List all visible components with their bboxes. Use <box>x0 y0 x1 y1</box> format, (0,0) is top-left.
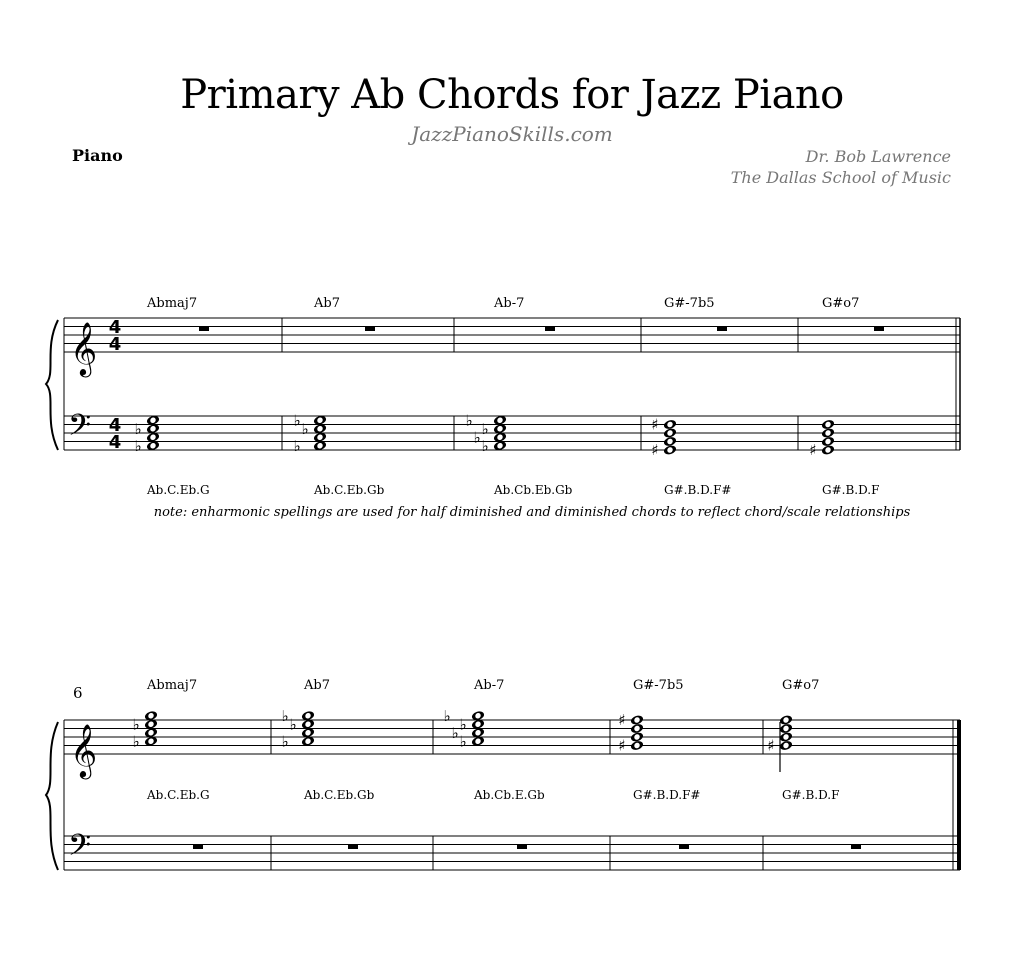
chord-symbol: Ab7 <box>314 296 340 311</box>
sharp-icon: ♯ <box>809 441 817 459</box>
measure-9 <box>618 678 700 849</box>
flat-icon: ♭ <box>465 411 473 430</box>
chord-symbol: Abmaj7 <box>147 678 198 693</box>
time-sig-numerator: 4 <box>108 317 122 338</box>
whole-rest-icon <box>851 845 861 850</box>
whole-note <box>779 723 793 735</box>
flat-icon: ♭ <box>134 436 142 455</box>
flat-icon: ♭ <box>293 436 301 455</box>
time-sig-denominator: 4 <box>108 334 122 355</box>
whole-rest-icon <box>365 327 375 332</box>
footnote: note: enharmonic spellings are used for half diminished and diminished chords to reflect chord/scale relationships <box>153 505 911 520</box>
whole-note <box>630 723 644 735</box>
whole-note <box>821 436 835 448</box>
sharp-icon: ♯ <box>651 415 659 434</box>
whole-rest-icon <box>193 845 203 850</box>
whole-rest-icon <box>517 845 527 850</box>
page-subtitle: JazzPianoSkills.com <box>411 122 613 146</box>
flat-icon: ♭ <box>443 706 451 725</box>
flat-icon: ♭ <box>451 723 459 742</box>
whole-note <box>821 427 835 439</box>
whole-note <box>663 419 677 431</box>
final-barline <box>957 720 961 870</box>
chord <box>651 416 677 460</box>
whole-rest-icon <box>717 327 727 332</box>
flat-icon: ♭ <box>301 419 309 438</box>
flat-icon: ♭ <box>459 715 467 734</box>
whole-note <box>663 427 677 439</box>
flat-icon: ♭ <box>481 419 489 438</box>
whole-note <box>779 714 793 726</box>
sharp-icon: ♯ <box>618 736 626 755</box>
chord-spelling: G#.B.D.F# <box>633 788 701 802</box>
whole-rest-icon <box>545 327 555 332</box>
flat-icon: ♭ <box>459 732 467 751</box>
flat-icon: ♭ <box>289 715 297 734</box>
chord-symbol: Abmaj7 <box>147 296 198 311</box>
chord-spelling: G#.B.D.F <box>782 788 840 802</box>
chord-symbol: Ab-7 <box>494 296 525 311</box>
whole-rest-icon <box>348 845 358 850</box>
flat-icon: ♭ <box>134 419 142 438</box>
whole-rest-icon <box>874 327 884 332</box>
time-sig-denominator: 4 <box>108 432 122 453</box>
time-sig-numerator: 4 <box>108 415 122 436</box>
flat-icon: ♭ <box>481 436 489 455</box>
time-signature <box>109 415 122 453</box>
chord-spelling: Ab.C.Eb.Gb <box>304 788 375 802</box>
system-1 <box>46 296 960 520</box>
bass-clef-icon: 𝄢 <box>68 409 92 450</box>
whole-note <box>663 444 677 456</box>
chord-spelling: Ab.C.Eb.Gb <box>314 483 385 497</box>
page-title: Primary Ab Chords for Jazz Piano <box>180 72 844 118</box>
chord-symbol: G#-7b5 <box>664 296 715 311</box>
measure-8 <box>443 678 545 849</box>
chord-symbol: Ab-7 <box>474 678 505 693</box>
whole-note <box>821 444 835 456</box>
chord-symbol: G#o7 <box>782 678 820 693</box>
bass-staff <box>64 829 960 870</box>
chord-spelling: G#.B.D.F <box>822 483 880 497</box>
system-2 <box>46 678 961 870</box>
treble-staff <box>64 318 960 377</box>
flat-icon: ♭ <box>281 732 289 751</box>
chord <box>618 711 644 755</box>
measure-10 <box>767 678 861 849</box>
chord-spelling: G#.B.D.F# <box>664 483 732 497</box>
chord <box>134 414 160 454</box>
chord-symbol: G#-7b5 <box>633 678 684 693</box>
chord <box>132 710 158 750</box>
treble-clef-icon: 𝄞 <box>70 321 98 375</box>
treble-clef-icon: 𝄞 <box>70 723 98 777</box>
chord-spelling: Ab.C.Eb.G <box>147 483 210 497</box>
treble-staff <box>64 720 960 779</box>
measure-number: 6 <box>73 684 83 702</box>
whole-note <box>630 714 644 726</box>
chord-spelling: Ab.C.Eb.G <box>147 788 210 802</box>
chord-spelling: Ab.Cb.Eb.Gb <box>494 483 573 497</box>
composer-name: Dr. Bob Lawrence <box>805 147 951 166</box>
whole-note <box>630 740 644 752</box>
whole-rest-icon <box>199 327 209 332</box>
chord-spelling: Ab.Cb.E.Gb <box>474 788 545 802</box>
chord-symbol: G#o7 <box>822 296 860 311</box>
measure-6 <box>132 678 209 849</box>
brace-icon <box>46 320 58 450</box>
flat-icon: ♭ <box>132 732 140 751</box>
whole-note <box>663 436 677 448</box>
time-signature <box>109 317 122 355</box>
measure-7 <box>281 678 374 849</box>
flat-icon: ♭ <box>281 706 289 725</box>
composer-school: The Dallas School of Music <box>730 168 951 187</box>
whole-rest-icon <box>679 845 689 850</box>
sharp-icon: ♯ <box>651 441 659 459</box>
sharp-icon: ♯ <box>618 711 626 729</box>
flat-icon: ♭ <box>473 428 481 447</box>
brace-icon <box>46 722 58 870</box>
chord-symbol: Ab7 <box>304 678 330 693</box>
sharp-icon: ♯ <box>767 736 775 755</box>
flat-icon: ♭ <box>132 715 140 734</box>
instrument-name: Piano <box>72 146 123 165</box>
whole-note <box>779 740 793 752</box>
whole-note <box>630 731 644 743</box>
flat-icon: ♭ <box>293 411 301 430</box>
whole-note <box>779 731 793 743</box>
bass-clef-icon: 𝄢 <box>68 829 92 870</box>
whole-note <box>821 419 835 431</box>
